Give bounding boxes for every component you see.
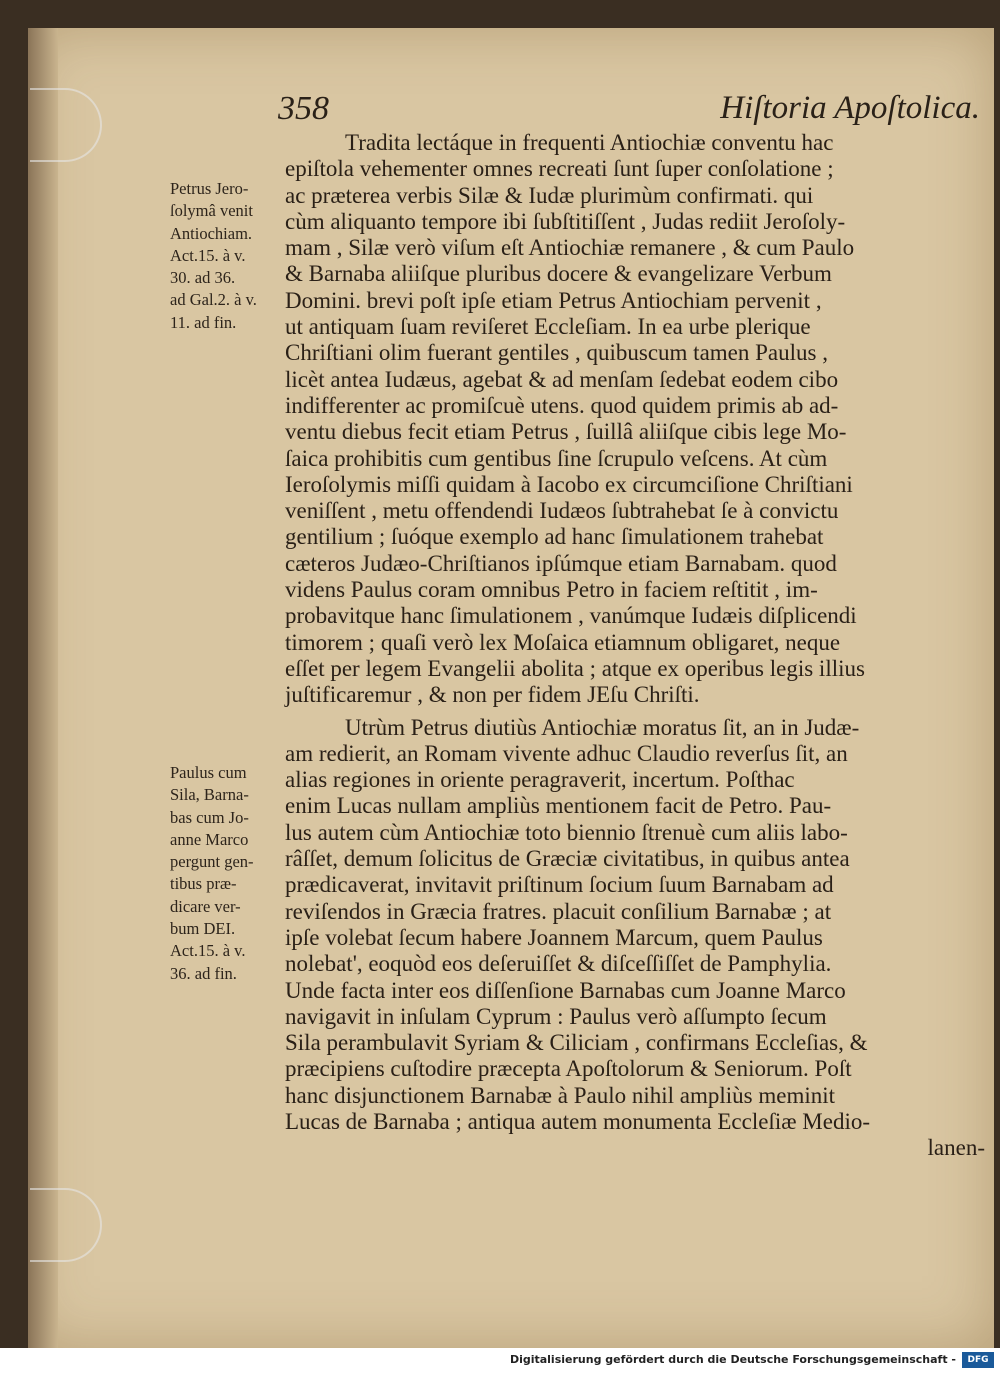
body-line: videns Paulus coram omnibus Petro in faciem reſtitit , im- (285, 577, 818, 603)
catchword: lanen- (927, 1135, 985, 1161)
margin-note-line: bas cum Jo- (170, 807, 249, 827)
body-line: Tradita lectáque in frequenti Antiochiæ conventu hac (345, 130, 834, 155)
body-line: cæteros Judæo-Chriſtianos ipſúmque etiam Barnabam. quod (285, 550, 837, 576)
body-line: cùm aliquanto tempore ibi ſubſtitiſſent , Judas rediit Jeroſoly- (285, 208, 846, 234)
body-line: eſſet per legem Evangelii abolita ; atque ex operibus legis illius (285, 655, 865, 681)
running-title: Hiſtoria Apoſtolica. (720, 90, 980, 126)
body-line: & Barnaba aliiſque pluribus docere & evangelizare Verbum (285, 261, 832, 287)
body-line: Ieroſolymis miſſi quidam à Iacobo ex circumciſione Chriſtiani (285, 471, 853, 497)
body-line: alias regiones in oriente peragraverit, incertum. Poſthac (285, 767, 795, 793)
margin-note-line: 30. ad 36. (170, 268, 236, 288)
body-line: Unde facta inter eos diſſenſione Barnabas cum Joanne Marco (285, 977, 846, 1003)
body-line: lus autem cùm Antiochiæ toto biennio ſtrenuè cum aliis labo- (285, 819, 848, 845)
body-line: hanc disjunctionem Barnabæ à Paulo nihil ampliùs meminit (285, 1082, 836, 1108)
margin-note-line: tibus præ- (170, 874, 237, 894)
body-line: reviſendos in Græcia fratres. placuit conſilium Barnabæ ; at (285, 898, 832, 924)
margin-note-line: Paulus cum (170, 763, 247, 782)
body-text (285, 130, 985, 1162)
margin-note-line: Act.15. à v. (170, 941, 246, 961)
body-line: prædicaverat, invitavit priſtinum ſocium ſuum Barnabam ad (285, 872, 834, 898)
margin-note-line: 36. ad fin. (170, 963, 237, 983)
margin-note-line: Sila, Barna- (170, 785, 249, 805)
body-line: Chriſtiani olim fuerant gentiles , quibuscum tamen Paulus , (285, 340, 828, 366)
dfg-logo: DFG (962, 1352, 994, 1368)
body-line: Utrùm Petrus diutiùs Antiochiæ moratus ſit, an in Judæ- (345, 714, 860, 740)
margin-note-line: Petrus Jero- (170, 179, 249, 198)
body-line: ſaica prohibitis cum gentibus ſine ſcrupulo veſcens. At cùm (285, 445, 828, 471)
margin-note-line: pergunt gen- (170, 852, 254, 872)
page-edge (28, 28, 58, 1348)
margin-note-line: ſolymâ venit (170, 201, 253, 221)
body-line: enim Lucas nullam ampliùs mentionem facit de Petro. Pau- (285, 793, 832, 819)
footer-bar (0, 1348, 1000, 1374)
margin-note-line: anne Marco (170, 829, 249, 849)
body-line: nolebat', eoquòd eos deſeruiſſet & diſceſſiſſet de Pamphylia. (285, 951, 832, 977)
body-line: licèt antea Iudæus, agebat & ad menſam ſedebat eodem cibo (285, 366, 839, 392)
body-line: gentilium ; ſuóque exemplo ad hanc ſimulationem trahebat (285, 524, 824, 550)
body-line: mam , Silæ verò viſum eſt Antiochiæ remanere , & cum Paulo (285, 235, 855, 261)
funding-notice: Digitalisierung gefördert durch die Deutsche Forschungsgemeinschaft - (509, 1353, 956, 1366)
body-line: præcipiens cuſtodire præcepta Apoſtolorum & Seniorum. Poſt (285, 1056, 852, 1082)
body-line: veniſſent , metu offendendi Iudæos ſubtrahebat ſe à convictu (285, 498, 839, 524)
body-line: epiſtola vehementer omnes recreati ſunt ſuper conſolatione ; (285, 156, 834, 182)
body-line: Domini. brevi poſt ipſe etiam Petrus Antiochiam pervenit , (285, 287, 822, 313)
margin-note-line: ad Gal.2. à v. (170, 290, 257, 310)
margin-note-line: Antiochiam. (170, 223, 253, 243)
margin-note-line: bum DEI. (170, 919, 236, 939)
page-clip (30, 1188, 102, 1262)
body-line: Lucas de Barnaba ; antiqua autem monumenta Eccleſiæ Medio- (285, 1108, 871, 1134)
body-line: am redierit, an Romam vivente adhuc Claudio reverſus ſit, an (285, 740, 848, 766)
body-line: ut antiquam ſuam reviſeret Eccleſiam. In ea urbe plerique (285, 314, 811, 340)
body-line: probavitque hanc ſimulationem , vanúmque Iudæis diſplicendi (285, 603, 857, 629)
page-number: 358 (278, 90, 329, 127)
body-line: navigavit in inſulam Cyprum : Paulus verò aſſumpto ſecum (285, 1003, 827, 1029)
body-line: timorem ; quaſi verò lex Moſaica etiamnum obligaret, neque (285, 629, 841, 655)
margin-note-line: dicare ver- (170, 896, 241, 916)
page-clip (30, 88, 102, 162)
margin-note-petrus (170, 178, 280, 334)
body-line: ventu diebus fecit etiam Petrus , ſuillâ aliiſque cibis lege Mo- (285, 419, 847, 445)
body-line: indifferenter ac promiſcuè utens. quod quidem primis ab ad- (285, 392, 839, 418)
body-line: Sila perambulavit Syriam & Ciliciam , confirmans Eccleſias, & (285, 1030, 868, 1056)
body-line: juſtificaremur , & non per fidem JEſu Chriſti. (285, 682, 700, 708)
body-line: râſſet, demum ſolicitus de Græciæ civitatibus, in quibus antea (285, 846, 850, 872)
margin-note-line: 11. ad fin. (170, 312, 237, 332)
margin-note-paulus (170, 762, 280, 985)
body-line: ac præterea verbis Silæ & Iudæ plurimùm confirmati. qui (285, 182, 814, 208)
margin-note-line: Act.15. à v. (170, 245, 246, 265)
body-line: ipſe volebat ſecum habere Joannem Marcum, quem Paulus (285, 924, 823, 950)
